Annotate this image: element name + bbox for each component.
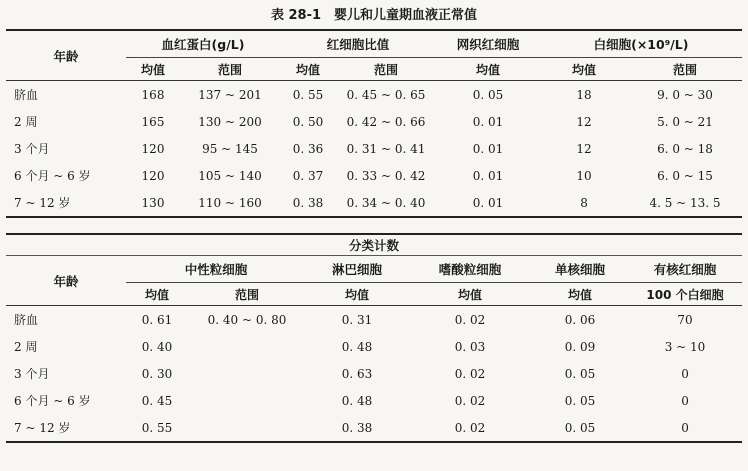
value-cell: 4. 5 ~ 13. 5 — [628, 189, 742, 217]
value-cell: 3 ~ 10 — [664, 339, 706, 354]
sub-header: 范围 — [628, 58, 742, 81]
value-cell: 12 — [576, 141, 592, 156]
sub-header: 范围 — [188, 283, 306, 306]
value-cell: 0. 45 ~ 0. 65 — [346, 87, 426, 102]
group-header-row — [6, 256, 742, 283]
group-header-row — [6, 30, 742, 58]
value-cell: 0. 48 — [341, 339, 373, 354]
hemoglobin-header: 血红蛋白(g/L) — [126, 30, 280, 58]
value-cell: 0. 45 — [141, 393, 173, 408]
sub-header: 范围 — [336, 58, 436, 81]
hematocrit-header: 红细胞比值 — [280, 30, 436, 58]
value-cell: 168 — [141, 87, 165, 102]
sub-header: 均值 — [540, 58, 628, 81]
value-cell: 0. 05 — [564, 366, 596, 381]
value-cell — [188, 387, 306, 414]
age-header: 年龄 — [6, 30, 126, 81]
sub-header: 均值 — [436, 58, 540, 81]
value-cell: 130 ~ 200 — [198, 114, 262, 129]
table-row — [6, 306, 742, 334]
value-cell: 70 — [677, 312, 693, 327]
nucleated-rbc-header: 有核红细胞 — [628, 256, 742, 283]
value-cell: 120 — [141, 141, 165, 156]
age-cell: 7 ~ 12 岁 — [6, 189, 126, 217]
neutrophil-header: 中性粒细胞 — [126, 256, 306, 283]
value-cell: 9. 0 ~ 30 — [657, 87, 713, 102]
lymphocyte-header: 淋巴细胞 — [306, 256, 408, 283]
differential-count-table — [6, 233, 742, 443]
value-cell: 0. 38 — [280, 189, 336, 217]
sub-header: 均值 — [280, 58, 336, 81]
monocyte-header: 单核细胞 — [532, 256, 628, 283]
blood-values-table — [6, 29, 742, 218]
age-cell: 脐血 — [14, 313, 39, 327]
sub-header: 均值 — [408, 283, 532, 306]
value-cell — [188, 360, 306, 387]
differential-caption: 分类计数 — [6, 234, 742, 256]
value-cell: 0. 02 — [408, 414, 532, 442]
value-cell: 0. 05 — [564, 393, 596, 408]
sub-header: 均值 — [306, 283, 408, 306]
value-cell: 137 ~ 201 — [198, 87, 262, 102]
value-cell: 0. 05 — [532, 414, 628, 442]
sub-header: 均值 — [532, 283, 628, 306]
caption-row — [6, 234, 742, 256]
value-cell: 0. 31 ~ 0. 41 — [346, 141, 426, 156]
value-cell: 0. 48 — [341, 393, 373, 408]
value-cell: 0. 37 — [292, 168, 324, 183]
table-row — [6, 189, 742, 217]
value-cell: 130 — [126, 189, 180, 217]
table-row — [6, 360, 742, 387]
value-cell: 18 — [576, 87, 592, 102]
sub-header: 均值 — [126, 58, 180, 81]
eosinophil-header: 嗜酸粒细胞 — [408, 256, 532, 283]
table-title: 表 28-1 婴儿和儿童期血液正常值 — [270, 8, 478, 23]
value-cell: 0. 40 — [141, 339, 173, 354]
value-cell: 0. 03 — [454, 339, 486, 354]
age-cell: 2 周 — [14, 340, 38, 354]
value-cell: 0 — [628, 414, 742, 442]
value-cell: 0. 01 — [472, 141, 504, 156]
value-cell — [188, 333, 306, 360]
table-row — [6, 81, 742, 109]
age-cell: 6 个月 ~ 6 岁 — [14, 394, 91, 408]
table-row — [6, 414, 742, 442]
age-header: 年龄 — [6, 256, 126, 306]
value-cell: 95 ~ 145 — [202, 141, 258, 156]
sub-header: 100 个白细胞 — [628, 283, 742, 306]
reticulocyte-header: 网织红细胞 — [436, 30, 540, 58]
value-cell: 165 — [141, 114, 165, 129]
value-cell: 8 — [540, 189, 628, 217]
value-cell: 0 — [681, 393, 689, 408]
value-cell: 0. 09 — [564, 339, 596, 354]
value-cell: 0. 40 ~ 0. 80 — [207, 312, 287, 327]
value-cell: 0. 61 — [141, 312, 173, 327]
age-cell: 2 周 — [14, 115, 38, 129]
value-cell: 0. 02 — [454, 366, 486, 381]
value-cell: 0. 01 — [472, 168, 504, 183]
age-cell: 3 个月 — [14, 142, 50, 156]
value-cell: 0. 31 — [341, 312, 373, 327]
value-cell: 0. 34 ~ 0. 40 — [336, 189, 436, 217]
value-cell: 0. 02 — [454, 393, 486, 408]
age-cell: 7 ~ 12 岁 — [6, 414, 126, 442]
value-cell: 6. 0 ~ 15 — [657, 168, 713, 183]
value-cell — [188, 414, 306, 442]
value-cell: 0. 33 ~ 0. 42 — [346, 168, 426, 183]
sub-header: 范围 — [180, 58, 280, 81]
table-row — [6, 333, 742, 360]
value-cell: 0 — [681, 366, 689, 381]
wbc-header: 白细胞(×10⁹/L) — [540, 30, 742, 58]
age-cell: 6 个月 ~ 6 岁 — [14, 169, 91, 183]
value-cell: 10 — [576, 168, 592, 183]
value-cell: 0. 63 — [341, 366, 373, 381]
table-row — [6, 108, 742, 135]
table-row — [6, 135, 742, 162]
value-cell: 0. 38 — [306, 414, 408, 442]
value-cell: 6. 0 ~ 18 — [657, 141, 713, 156]
value-cell: 110 ~ 160 — [180, 189, 280, 217]
value-cell: 0. 42 ~ 0. 66 — [346, 114, 426, 129]
value-cell: 0. 30 — [141, 366, 173, 381]
value-cell: 120 — [141, 168, 165, 183]
value-cell: 0. 55 — [126, 414, 188, 442]
table-row — [6, 387, 742, 414]
value-cell: 5. 0 ~ 21 — [657, 114, 713, 129]
value-cell: 0. 01 — [436, 189, 540, 217]
value-cell: 0. 50 — [292, 114, 324, 129]
value-cell: 0. 06 — [564, 312, 596, 327]
age-cell: 3 个月 — [14, 367, 50, 381]
sub-header: 均值 — [126, 283, 188, 306]
value-cell: 0. 55 — [292, 87, 324, 102]
value-cell: 0. 36 — [292, 141, 324, 156]
age-cell: 脐血 — [14, 88, 39, 102]
value-cell: 0. 05 — [472, 87, 504, 102]
value-cell: 12 — [576, 114, 592, 129]
table-row — [6, 162, 742, 189]
value-cell: 0. 02 — [454, 312, 486, 327]
value-cell: 105 ~ 140 — [198, 168, 262, 183]
value-cell: 0. 01 — [472, 114, 504, 129]
